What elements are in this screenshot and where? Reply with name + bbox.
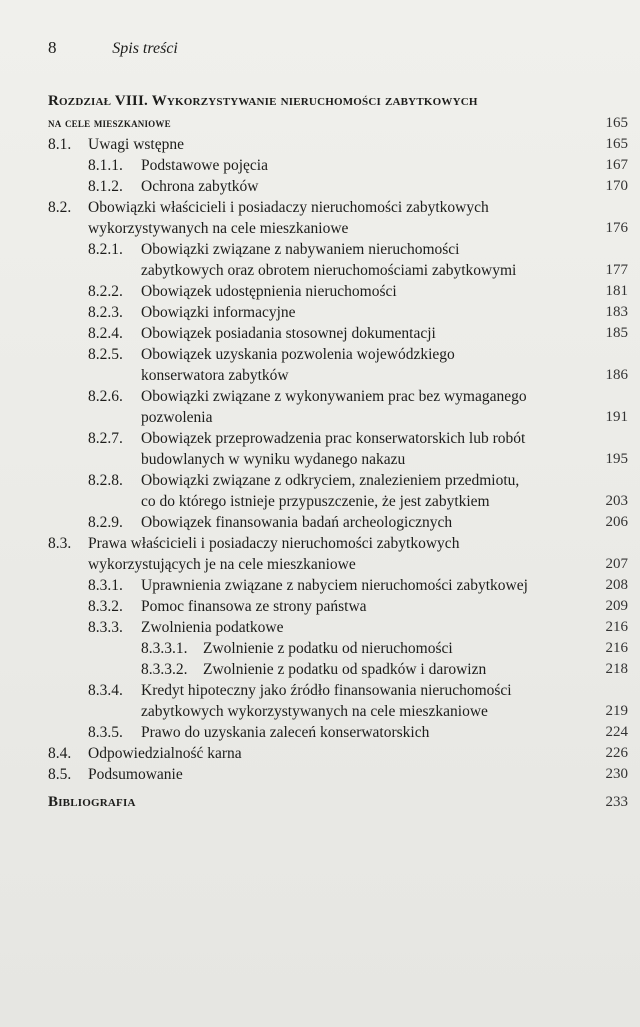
toc-entry-text: Obowiązek udostępnienia nieruchomości (141, 283, 397, 300)
toc-entry (48, 596, 628, 617)
toc-entry-text: Obowiązek posiadania stosownej dokumentacji (141, 325, 436, 342)
toc-entry-page: 181 (605, 283, 628, 299)
toc-entry-page: 226 (605, 745, 628, 761)
toc-entry-text: pozwolenia (141, 409, 213, 426)
toc-entry-number: 8.3.1. (88, 577, 123, 594)
toc-entry (48, 575, 628, 596)
toc-entry-page: 186 (605, 367, 628, 383)
toc-entry-page: 207 (605, 556, 628, 572)
chapter-label: Rozdział VIII. (48, 93, 148, 109)
toc-entry (48, 659, 628, 680)
toc-entry-text: Uprawnienia związane z nabyciem nieruchomości zabytkowej (141, 577, 528, 594)
page-number: 8 (48, 38, 57, 57)
toc-entry-text: Obowiązki informacyjne (141, 304, 296, 321)
toc-entry-text: Podstawowe pojęcia (141, 157, 268, 174)
toc-entry-text: Odpowiedzialność karna (88, 745, 242, 762)
toc-entry-page: 195 (605, 451, 628, 467)
toc-entry-page: 224 (605, 724, 628, 740)
toc-entry (48, 638, 628, 659)
toc-entry-text: Podsumowanie (88, 766, 183, 783)
toc-entry-text: Zwolnienie z podatku od spadków i darowizn (203, 661, 487, 678)
chapter-title-line1: Wykorzystywanie nieruchomości zabytkowych (151, 93, 478, 109)
toc-entry-page: 209 (605, 598, 628, 614)
toc-entry-number: 8.3.3.2. (141, 661, 188, 678)
toc-entry-number: 8.4. (48, 745, 72, 762)
toc-entry-number: 8.2.8. (88, 472, 123, 489)
toc-entry (48, 323, 628, 344)
toc-entry-number: 8.2.6. (88, 388, 123, 405)
toc-entry (48, 470, 628, 512)
bibliography-page: 233 (605, 794, 628, 810)
toc-entry-text: Kredyt hipoteczny jako źródło finansowania nieruchomości (141, 682, 512, 699)
toc-entry (48, 239, 628, 281)
toc-entry-text: Obowiązek przeprowadzenia prac konserwatorskich lub robót (141, 430, 526, 447)
chapter-page: 165 (605, 115, 628, 131)
toc-entry (48, 155, 628, 176)
toc-entry-text: Zwolnienie z podatku od nieruchomości (203, 640, 453, 657)
toc-entry-page: 216 (605, 640, 628, 656)
toc-entry-page: 165 (605, 136, 628, 152)
toc-entry-number: 8.1.2. (88, 178, 123, 195)
toc-entry-text: co do którego istnieje przypuszczenie, że jest zabytkiem (141, 493, 490, 510)
toc-entry-text: Prawo do uzyskania zaleceń konserwatorskich (141, 724, 430, 741)
toc-entry-number: 8.2.1. (88, 241, 123, 258)
toc-entry-text: Obowiązek finansowania badań archeologicznych (141, 514, 453, 531)
toc-entry-number: 8.2.5. (88, 346, 123, 363)
toc-entry-text: Zwolnienia podatkowe (141, 619, 284, 636)
toc-entry-page: 191 (605, 409, 628, 425)
toc-entry (48, 512, 628, 533)
toc-entry-number: 8.2. (48, 199, 72, 216)
toc-entry-number: 8.3.4. (88, 682, 123, 699)
toc-entry-text: Ochrona zabytków (141, 178, 259, 195)
toc-entry (48, 680, 628, 722)
chapter-heading (48, 90, 628, 134)
toc-entry-text: Obowiązek uzyskania pozwolenia wojewódzkiego (141, 346, 455, 363)
toc-entry-text: zabytkowych wykorzystywanych na cele mieszkaniowe (141, 703, 488, 720)
toc-entry (48, 281, 628, 302)
toc-entry-page: 206 (605, 514, 628, 530)
toc-entry-page: 208 (605, 577, 628, 593)
toc-entry-text: Obowiązki związane z wykonywaniem prac bez wymaganego (141, 388, 527, 405)
bibliography-entry (48, 791, 628, 813)
toc-entry-number: 8.2.4. (88, 325, 123, 342)
toc-entry-number: 8.5. (48, 766, 72, 783)
toc-entry-page: 185 (605, 325, 628, 341)
toc-entry-page: 219 (605, 703, 628, 719)
toc-entry-number: 8.2.7. (88, 430, 123, 447)
toc-entry (48, 722, 628, 743)
toc-entry (48, 302, 628, 323)
toc-entry-text: Obowiązki związane z nabywaniem nieruchomości (141, 241, 460, 258)
toc-entry-number: 8.3.5. (88, 724, 123, 741)
toc-entry-page: 203 (605, 493, 628, 509)
running-title: Spis treści (112, 40, 178, 57)
toc-entry-number: 8.1.1. (88, 157, 123, 174)
toc-entry-page: 167 (605, 157, 628, 173)
toc-entry-text: budowlanych w wyniku wydanego nakazu (141, 451, 406, 468)
toc-entry-number: 8.2.2. (88, 283, 123, 300)
toc-entry-text: konserwatora zabytków (141, 367, 289, 384)
toc-entry-page: 218 (605, 661, 628, 677)
toc-entry (48, 344, 628, 386)
toc-entry-number: 8.1. (48, 136, 72, 153)
toc-entry-number: 8.3.3. (88, 619, 123, 636)
toc-entry-text: wykorzystujących je na cele mieszkaniowe (88, 556, 356, 573)
table-of-contents (48, 90, 628, 813)
toc-entry-number: 8.2.9. (88, 514, 123, 531)
toc-entry (48, 428, 628, 470)
toc-entry-page: 177 (605, 262, 628, 278)
toc-entry (48, 176, 628, 197)
toc-entry (48, 197, 628, 239)
toc-entry-text: zabytkowych oraz obrotem nieruchomościami zabytkowymi (141, 262, 517, 279)
toc-entry-text: Prawa właścicieli i posiadaczy nieruchomości zabytkowych (88, 535, 460, 552)
toc-entry-text: Obowiązki właścicieli i posiadaczy nieruchomości zabytkowych (88, 199, 489, 216)
toc-entries (48, 134, 628, 785)
toc-entry-page: 176 (605, 220, 628, 236)
toc-entry-text: Pomoc finansowa ze strony państwa (141, 598, 367, 615)
toc-entry (48, 743, 628, 764)
running-header (48, 38, 178, 58)
toc-entry (48, 617, 628, 638)
toc-entry-page: 230 (605, 766, 628, 782)
toc-entry (48, 386, 628, 428)
toc-entry (48, 134, 628, 155)
toc-entry-text: Obowiązki związane z odkryciem, znalezieniem przedmiotu, (141, 472, 520, 489)
toc-entry-page: 183 (605, 304, 628, 320)
toc-entry-text: wykorzystywanych na cele mieszkaniowe (88, 220, 349, 237)
toc-entry-number: 8.3.3.1. (141, 640, 188, 657)
toc-entry-page: 170 (605, 178, 628, 194)
toc-entry-number: 8.3. (48, 535, 72, 552)
chapter-title-line2: na cele mieszkaniowe (48, 115, 171, 130)
toc-entry (48, 764, 628, 785)
toc-entry-number: 8.3.2. (88, 598, 123, 615)
toc-entry-text: Uwagi wstępne (88, 136, 184, 153)
toc-entry (48, 533, 628, 575)
toc-entry-number: 8.2.3. (88, 304, 123, 321)
bibliography-label: Bibliografia (48, 794, 136, 810)
toc-entry-page: 216 (605, 619, 628, 635)
